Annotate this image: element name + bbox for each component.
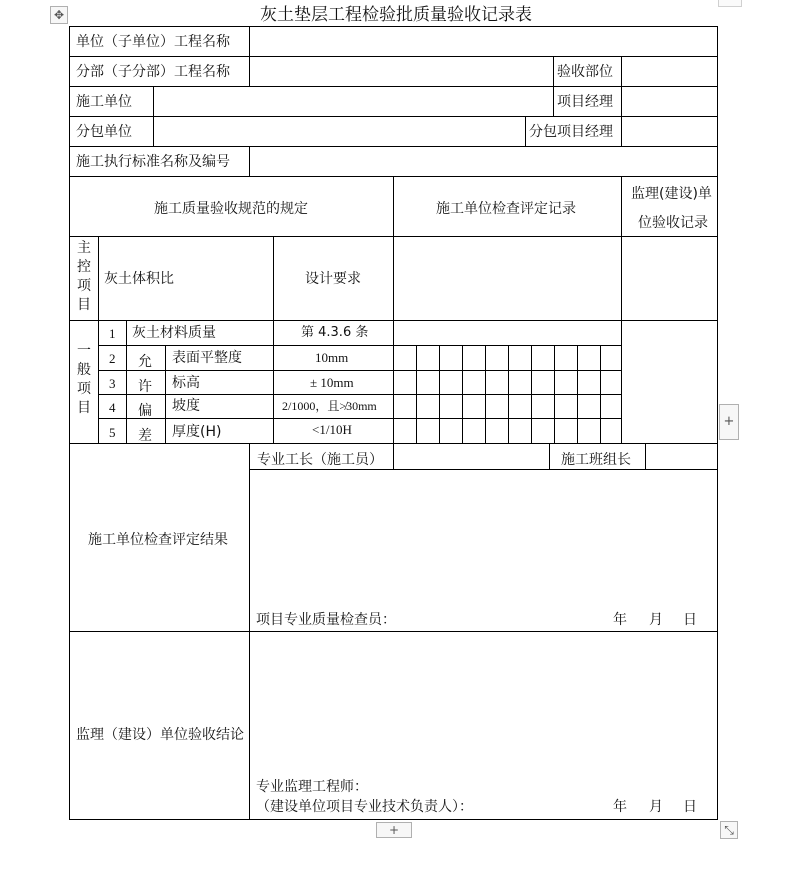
- page-title: 灰土垫层工程检验批质量验收记录表: [260, 5, 532, 25]
- general-items-label: 一般项目: [77, 343, 91, 416]
- spec-column-header: 施工质量验收规范的规定: [154, 201, 308, 217]
- date-year: 年: [613, 612, 627, 628]
- supervising-engineer-label: 专业监理工程师：: [256, 779, 368, 795]
- item-name: 坡度: [172, 398, 200, 414]
- main-control-label: 主控项目: [77, 240, 91, 313]
- sub-project-name-label: 分部（子分部）工程名称: [76, 64, 230, 80]
- date-month: 月: [649, 612, 663, 628]
- item-value: 2/1000，且≯30mm: [282, 399, 377, 413]
- inspection-part-label: 验收部位: [557, 64, 613, 80]
- quality-inspector-label: 项目专业质量检查员：: [256, 612, 396, 628]
- item-name: 标高: [172, 375, 200, 391]
- item-name: 灰土材料质量: [132, 325, 216, 341]
- contractor-result-label: 施工单位检查评定结果: [88, 532, 228, 548]
- date-day: 日: [683, 799, 697, 815]
- owner-representative-label: （建设单位项目专业技术负责人）：: [256, 799, 473, 815]
- table-resize-handle[interactable]: ⤡: [720, 821, 738, 839]
- contractor-record-column-header: 施工单位检查评定记录: [436, 201, 576, 217]
- main-control-requirement: 设计要求: [305, 271, 361, 287]
- item-no: 2: [109, 351, 116, 366]
- item-no: 1: [109, 326, 116, 341]
- allowable-deviation-label: 允许偏差: [138, 354, 152, 444]
- supervisor-record-header-line1: 监理(建设)单: [631, 186, 712, 202]
- item-no: 3: [109, 376, 116, 391]
- item-no: 5: [109, 425, 116, 440]
- top-right-edge: [718, 0, 742, 7]
- item-value: 10mm: [315, 350, 349, 365]
- team-leader-label: 施工班组长: [561, 452, 631, 468]
- item-value: ± 10mm: [310, 375, 354, 390]
- item-no: 4: [109, 400, 116, 415]
- item-name: 厚度(H): [172, 424, 222, 440]
- date-day: 日: [683, 612, 697, 628]
- item-name: 表面平整度: [172, 350, 242, 366]
- add-row-button[interactable]: +: [376, 822, 412, 838]
- supervisor-record-header-line2: 位验收记录: [638, 215, 708, 231]
- date-month: 月: [649, 799, 663, 815]
- supervisor-result-label: 监理（建设）单位验收结论: [76, 727, 244, 743]
- construction-unit-label: 施工单位: [76, 94, 132, 110]
- foreman-label: 专业工长（施工员）: [257, 452, 383, 468]
- add-column-button[interactable]: +: [719, 404, 739, 440]
- item-value: 第 4.3.6 条: [301, 325, 369, 340]
- subcontract-unit-label: 分包单位: [76, 124, 132, 140]
- date-year: 年: [613, 799, 627, 815]
- unit-project-name-label: 单位（子单位）工程名称: [76, 34, 230, 50]
- main-control-item: 灰土体积比: [104, 271, 174, 287]
- project-manager-label: 项目经理: [557, 94, 613, 110]
- item-value: <1/10H: [312, 422, 352, 437]
- table-move-handle[interactable]: ✥: [50, 6, 68, 24]
- subcontract-manager-label: 分包项目经理: [529, 124, 613, 140]
- standard-name-label: 施工执行标准名称及编号: [76, 154, 230, 170]
